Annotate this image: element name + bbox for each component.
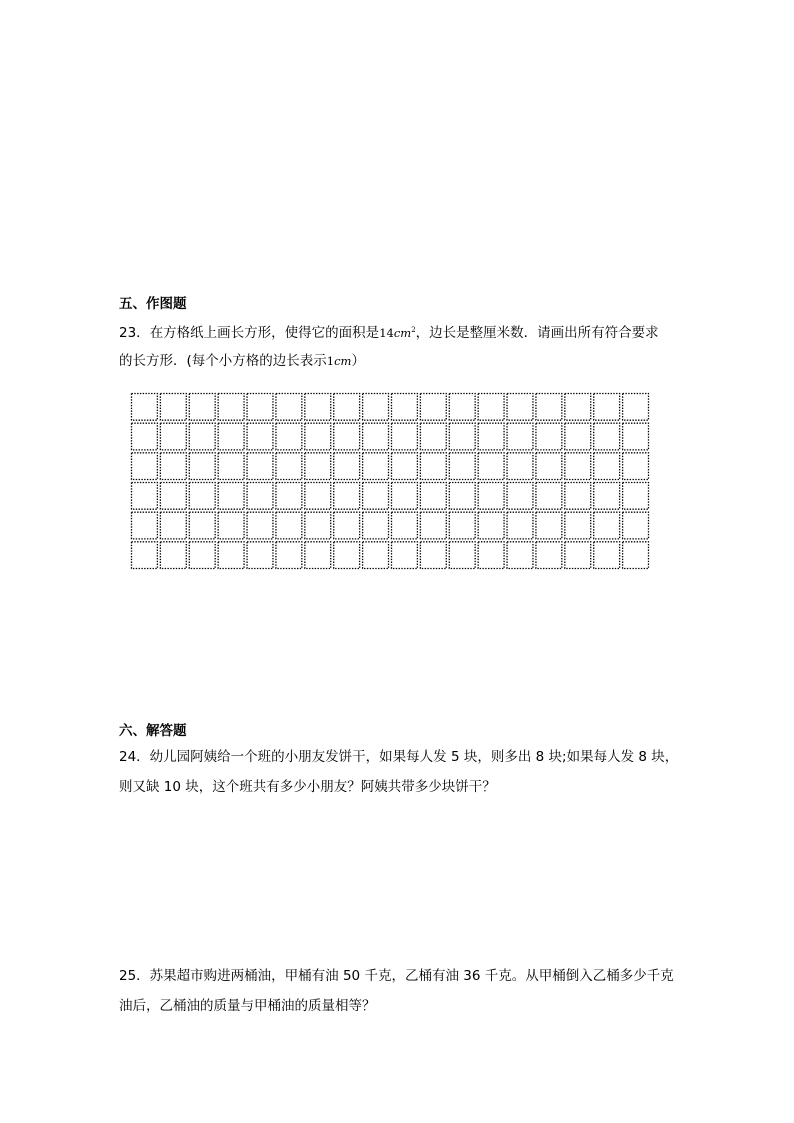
grid-cell xyxy=(189,453,215,480)
grid-cell xyxy=(594,423,620,450)
grid-cell xyxy=(132,394,158,421)
area-exponent: 2 xyxy=(411,326,416,334)
grid-cell xyxy=(247,542,273,569)
grid-cell xyxy=(392,423,418,450)
grid-cell xyxy=(565,483,591,510)
grid-cell xyxy=(565,423,591,450)
grid-cell xyxy=(305,512,331,539)
grid-cell xyxy=(247,483,273,510)
question-23-line2-a: 的长方形．(每个小方格的边长表示 xyxy=(119,353,327,369)
grid-cell xyxy=(363,394,389,421)
grid-cell xyxy=(536,542,562,569)
grid-cell xyxy=(334,394,360,421)
grid-cell xyxy=(623,483,649,510)
grid-cell xyxy=(334,453,360,480)
grid-cell xyxy=(420,542,446,569)
grid-cell xyxy=(420,512,446,539)
question-24-line-1: 24．幼儿园阿姨给一个班的小朋友发饼干，如果每人发 5 块，则多出 8 块;如果每人发 8 块， xyxy=(119,749,679,765)
grid-cell xyxy=(449,453,475,480)
grid-cell xyxy=(392,453,418,480)
grid-cell xyxy=(276,394,302,421)
grid-cell xyxy=(478,483,504,510)
grid-cell xyxy=(420,423,446,450)
grid-cell xyxy=(247,423,273,450)
question-23-text-a: 在方格纸上画长方形，使得它的面积是 xyxy=(149,325,380,341)
grid-cell xyxy=(392,483,418,510)
grid-cell xyxy=(132,512,158,539)
question-23-line-1 xyxy=(119,320,659,343)
grid-cell xyxy=(392,394,418,421)
grid-cell xyxy=(247,512,273,539)
grid-cell xyxy=(160,394,186,421)
grid-cell xyxy=(623,394,649,421)
grid-cell xyxy=(305,453,331,480)
grid-cell xyxy=(276,453,302,480)
grid-cell xyxy=(334,512,360,539)
grid-cell xyxy=(449,483,475,510)
grid-cell xyxy=(132,453,158,480)
grid-cell xyxy=(449,423,475,450)
question-23-line2-b: ） xyxy=(351,353,365,369)
grid-cell xyxy=(305,394,331,421)
section-5-heading: 五、作图题 xyxy=(119,296,187,312)
grid-cell xyxy=(536,512,562,539)
grid-cell xyxy=(594,453,620,480)
grid-cell xyxy=(420,453,446,480)
grid-cell xyxy=(565,453,591,480)
grid-cell xyxy=(189,483,215,510)
question-25-line-1: 25．苏果超市购进两桶油，甲桶有油 50 千克，乙桶有油 36 千克。从甲桶倒入乙桶多少千克 xyxy=(119,968,674,984)
area-unit: cm xyxy=(393,326,412,340)
grid-cell xyxy=(449,394,475,421)
grid-cell xyxy=(478,394,504,421)
grid-cell xyxy=(478,512,504,539)
grid-cell xyxy=(160,453,186,480)
grid-cell xyxy=(160,483,186,510)
grid-cell xyxy=(189,542,215,569)
dotted-grid-paper[interactable] xyxy=(128,390,652,572)
grid-cell xyxy=(334,483,360,510)
grid-cell xyxy=(594,542,620,569)
grid-cell xyxy=(449,542,475,569)
grid-cell xyxy=(363,423,389,450)
grid-cell xyxy=(276,542,302,569)
question-23-number: 23． xyxy=(119,325,150,341)
unit-unit: cm xyxy=(334,354,352,368)
grid-cell xyxy=(363,483,389,510)
grid-cell xyxy=(478,453,504,480)
grid-cell xyxy=(449,512,475,539)
grid-cell xyxy=(189,512,215,539)
grid-cell xyxy=(276,423,302,450)
grid-cell xyxy=(132,423,158,450)
grid-cell xyxy=(160,512,186,539)
grid-cell xyxy=(276,512,302,539)
grid-cell xyxy=(478,423,504,450)
grid-cell xyxy=(392,512,418,539)
grid-cell xyxy=(536,453,562,480)
grid-cell xyxy=(565,512,591,539)
grid-cell xyxy=(507,423,533,450)
question-23-line-2 xyxy=(119,351,365,371)
grid-cell xyxy=(507,453,533,480)
grid-cell xyxy=(160,542,186,569)
grid-cell xyxy=(334,542,360,569)
grid-cell xyxy=(623,453,649,480)
grid-cell xyxy=(132,542,158,569)
grid-cell xyxy=(507,394,533,421)
grid-cell xyxy=(247,453,273,480)
grid-cell xyxy=(507,542,533,569)
grid-cell xyxy=(218,453,244,480)
question-25-line-2: 油后，乙桶油的质量与甲桶油的质量相等？ xyxy=(119,998,376,1014)
grid-cell xyxy=(218,394,244,421)
question-23-text-b: ，边长是整厘米数．请画出所有符合要求 xyxy=(415,325,659,341)
grid-cell xyxy=(623,542,649,569)
grid-cell xyxy=(594,394,620,421)
grid-cell xyxy=(623,512,649,539)
grid-cell xyxy=(594,512,620,539)
grid-cell xyxy=(392,542,418,569)
grid-cell xyxy=(623,423,649,450)
grid-cell xyxy=(160,423,186,450)
grid-cell xyxy=(132,483,158,510)
grid-cell xyxy=(276,483,302,510)
grid-cell xyxy=(189,423,215,450)
grid-cell xyxy=(594,483,620,510)
grid-cell xyxy=(363,512,389,539)
area-value: 14 xyxy=(379,326,394,340)
grid-cell xyxy=(305,542,331,569)
grid-cell xyxy=(536,483,562,510)
grid-cell xyxy=(363,542,389,569)
grid-cell xyxy=(565,542,591,569)
grid-cell xyxy=(218,423,244,450)
grid-cell xyxy=(247,394,273,421)
grid-cell xyxy=(478,542,504,569)
unit-value: 1 xyxy=(326,354,335,368)
grid-cell xyxy=(218,512,244,539)
grid-cell xyxy=(565,394,591,421)
section-6-heading: 六、解答题 xyxy=(119,723,187,739)
grid-cell xyxy=(189,394,215,421)
grid-cell xyxy=(536,394,562,421)
grid-cell xyxy=(305,423,331,450)
question-24-line-2: 则又缺 10 块，这个班共有多少小朋友？阿姨共带多少块饼干？ xyxy=(119,779,496,795)
grid-cell xyxy=(420,483,446,510)
grid-cell xyxy=(218,542,244,569)
grid-cell xyxy=(363,453,389,480)
grid-cell xyxy=(536,423,562,450)
grid-cell xyxy=(305,483,331,510)
grid-cell xyxy=(507,483,533,510)
grid-cell xyxy=(507,512,533,539)
grid-cell xyxy=(218,483,244,510)
grid-cell xyxy=(334,423,360,450)
grid-cell xyxy=(420,394,446,421)
